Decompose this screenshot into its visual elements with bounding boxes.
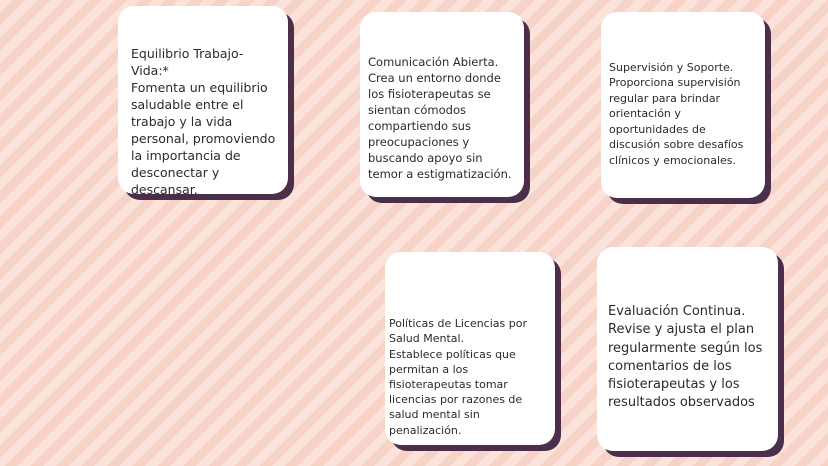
card-open-communication <box>360 12 524 197</box>
card-continuous-evaluation <box>597 247 778 451</box>
card-work-life-balance <box>118 6 288 197</box>
card-text: Evaluación Continua. Revise y ajusta el plan regularmente según los comentarios de los fisioterapeutas y los resultados observados <box>608 304 763 411</box>
card-supervision-support <box>601 12 765 198</box>
card-text: Equilibrio Trabajo- Vida:* Fomenta un equilibrio saludable entre el trabajo y la vida personal, promoviendo la importancia de desconectar y descansar. <box>131 46 276 197</box>
card-mental-health-leave <box>385 252 555 445</box>
card-text: Políticas de Licencias por Salud Mental. Establece políticas que permitan a los fisioterapeutas tomar licencias por razones de salud mental sin penalización. <box>389 317 527 437</box>
card-text: Supervisión y Soporte. Proporciona supervisión regular para brindar orientación y oportunidades de discusión sobre desafíos clínicos y emocionales. <box>609 60 744 167</box>
card-text: Comunicación Abierta. Crea un entorno donde los fisioterapeutas se sientan cómodos compartiendo sus preocupaciones y buscando apoyo sin temor a estigmatización. <box>368 55 512 181</box>
